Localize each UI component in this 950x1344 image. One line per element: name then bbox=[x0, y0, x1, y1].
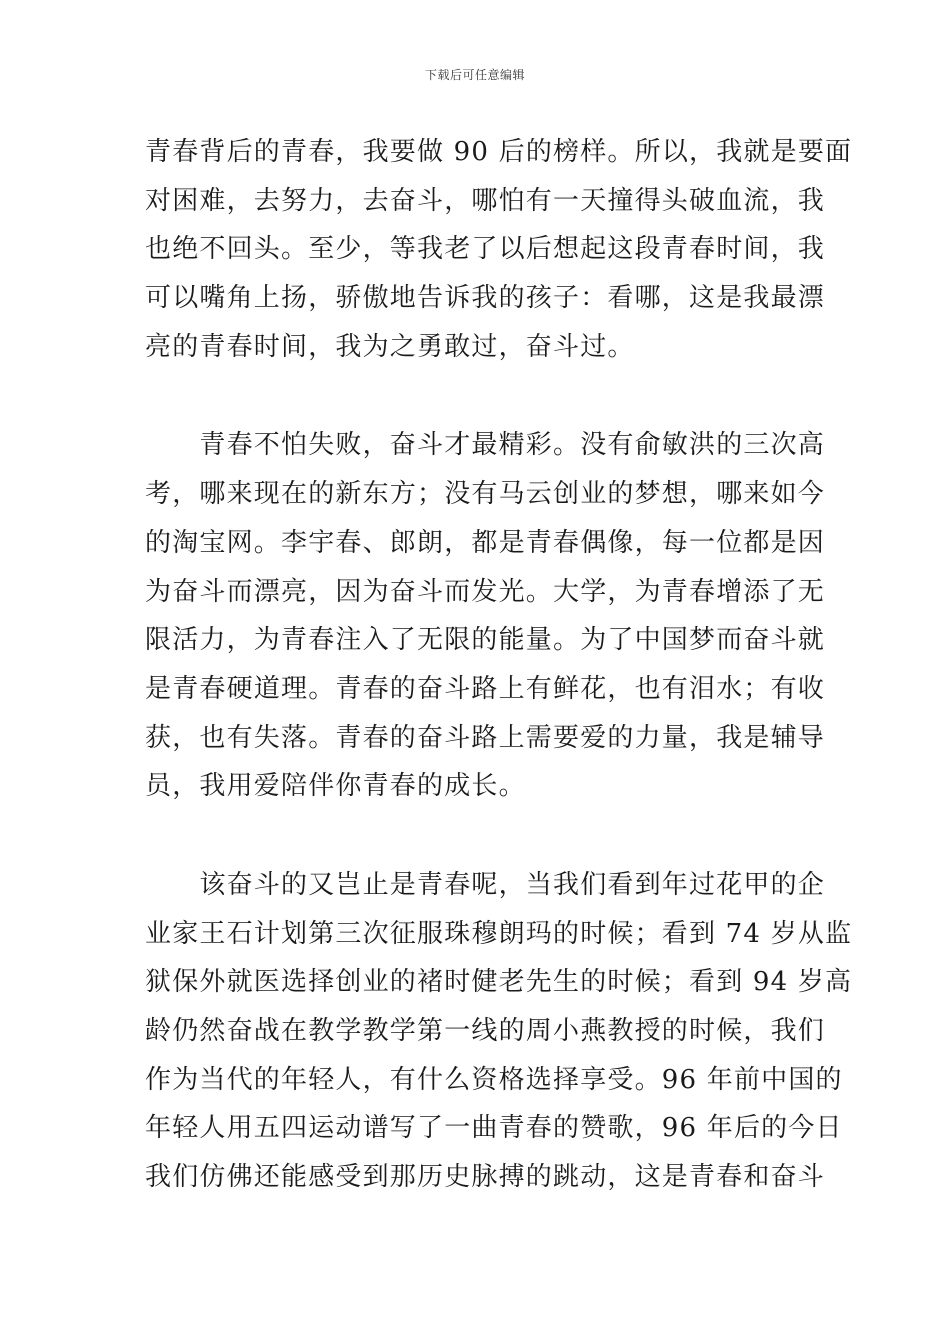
paragraph-line: 为奋斗而漂亮，因为奋斗而发光。大学，为青春增添了无 bbox=[145, 576, 826, 607]
paragraph-2 bbox=[145, 421, 826, 811]
paragraph-line: 业家王石计划第三次征服珠穆朗玛的时候；看到 74 岁从监 bbox=[145, 918, 853, 949]
paragraph-line: 可以嘴角上扬，骄傲地告诉我的孩子：看哪，这是我最漂 bbox=[145, 283, 826, 314]
paragraph-line: 该奋斗的又岂止是青春呢，当我们看到年过花甲的企 bbox=[145, 869, 826, 900]
paragraph-line: 的淘宝网。李宇春、郎朗，都是青春偶像，每一位都是因 bbox=[145, 527, 826, 558]
paragraph-line: 狱保外就医选择创业的褚时健老先生的时候；看到 94 岁高 bbox=[145, 967, 853, 998]
paragraph-line: 青春背后的青春，我要做 90 后的榜样。所以，我就是要面 bbox=[145, 137, 853, 167]
paragraph-1 bbox=[145, 128, 853, 371]
paragraph-line: 限活力，为青春注入了无限的能量。为了中国梦而奋斗就 bbox=[145, 625, 826, 656]
document-body bbox=[145, 128, 853, 1202]
paragraph-line: 我们仿佛还能感受到那历史脉搏的跳动，这是青春和奋斗 bbox=[145, 1162, 826, 1193]
paragraph-line: 对困难，去努力，去奋斗，哪怕有一天撞得头破血流，我 bbox=[145, 185, 826, 216]
paragraph-line: 龄仍然奋战在教学教学第一线的周小燕教授的时候，我们 bbox=[145, 1016, 826, 1046]
paragraph-line: 作为当代的年轻人，有什么资格选择享受。96 年前中国的 bbox=[145, 1064, 843, 1095]
paragraph-line: 亮的青春时间，我为之勇敢过，奋斗过。 bbox=[145, 331, 635, 362]
paragraph-3 bbox=[145, 861, 853, 1202]
paragraph-line: 是青春硬道理。青春的奋斗路上有鲜花，也有泪水；有收 bbox=[145, 673, 826, 704]
paragraph-line: 员，我用爱陪伴你青春的成长。 bbox=[145, 771, 526, 802]
paragraph-spacer bbox=[145, 811, 810, 861]
paragraph-line: 考，哪来现在的新东方；没有马云创业的梦想，哪来如今 bbox=[145, 479, 826, 510]
paragraph-spacer bbox=[145, 371, 810, 421]
paragraph-line: 获，也有失落。青春的奋斗路上需要爱的力量，我是辅导 bbox=[145, 722, 826, 753]
paragraph-line: 青春不怕失败，奋斗才最精彩。没有俞敏洪的三次高 bbox=[145, 430, 826, 461]
paragraph-line: 年轻人用五四运动谱写了一曲青春的赞歌，96 年后的今日 bbox=[145, 1113, 843, 1144]
header-note: 下载后可任意编辑 bbox=[424, 68, 525, 82]
paragraph-line: 也绝不回头。至少，等我老了以后想起这段青春时间，我 bbox=[145, 234, 826, 265]
